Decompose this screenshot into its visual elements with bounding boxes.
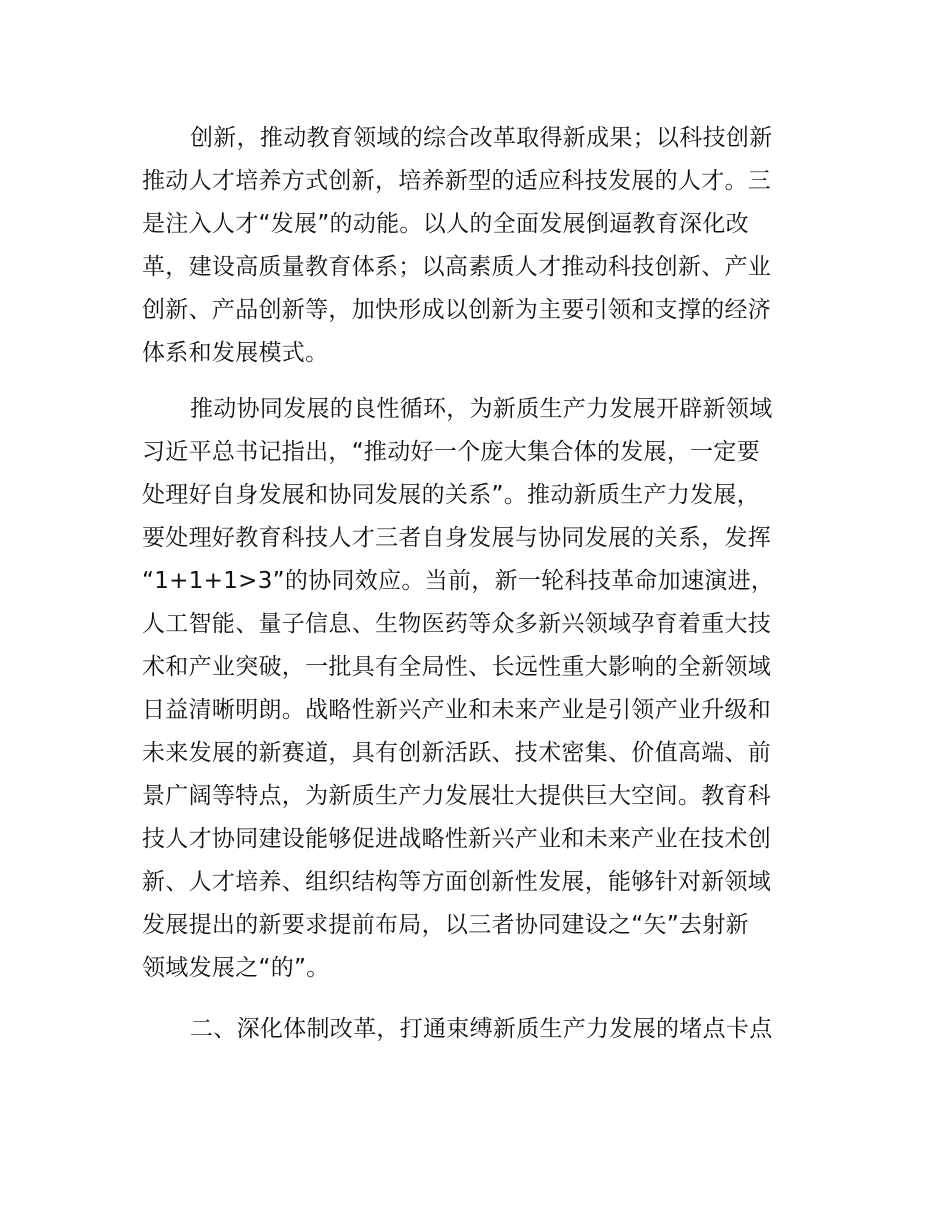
paragraph-education-reform [142, 117, 842, 375]
text-line: 推动协同发展的良性循环，为新质生产力发展开辟新领域 [190, 396, 773, 422]
text-line: 新、人才培养、组织结构等方面创新性发展，能够针对新领域 [142, 869, 772, 895]
text-line: 体系和发展模式。 [142, 340, 329, 366]
text-line: 处理好自身发展和协同发展的关系”。推动新质生产力发展， [142, 482, 761, 508]
text-line: 景广阔等特点，为新质生产力发展壮大提供巨大空间。教育科 [142, 783, 772, 809]
text-line: 创新、产品创新等，加快形成以创新为主要引领和支撑的经济 [142, 297, 772, 323]
text-line: 术和产业突破，一批具有全局性、长远性重大影响的全新领域 [142, 654, 772, 680]
text-line: 技人才协同建设能够促进战略性新兴产业和未来产业在技术创 [142, 826, 772, 852]
paragraph-coordinated-development [142, 388, 842, 990]
text-line: 领域发展之“的”。 [142, 955, 330, 981]
section-heading: 二、深化体制改革，打通束缚新质生产力发展的堵点卡点 [190, 1016, 773, 1042]
text-line: 习近平总书记指出，“推动好一个庞大集合体的发展，一定要 [142, 439, 761, 465]
text-line: 推动人才培养方式创新，培养新型的适应科技发展的人才。三 [142, 168, 772, 194]
text-line: 要处理好教育科技人才三者自身发展与协同发展的关系，发挥 [142, 525, 772, 551]
text-line: “1+1+1>3”的协同效应。当前，新一轮科技革命加速演进， [142, 568, 775, 594]
text-line: 是注入人才“发展”的动能。以人的全面发展倒逼教育深化改 [142, 211, 749, 237]
text-line: 日益清晰明朗。战略性新兴产业和未来产业是引领产业升级和 [142, 697, 772, 723]
text-line: 未来发展的新赛道，具有创新活跃、技术密集、价值高端、前 [142, 740, 772, 766]
section-heading-institutional-reform [142, 1008, 842, 1051]
text-line: 创新，推动教育领域的综合改革取得新成果；以科技创新 [190, 125, 773, 151]
text-line: 发展提出的新要求提前布局，以三者协同建设之“矢”去射新 [142, 912, 749, 938]
text-line: 人工智能、量子信息、生物医药等众多新兴领域孕育着重大技 [142, 611, 772, 637]
text-line: 革，建设高质量教育体系；以高素质人才推动科技创新、产业 [142, 254, 772, 280]
